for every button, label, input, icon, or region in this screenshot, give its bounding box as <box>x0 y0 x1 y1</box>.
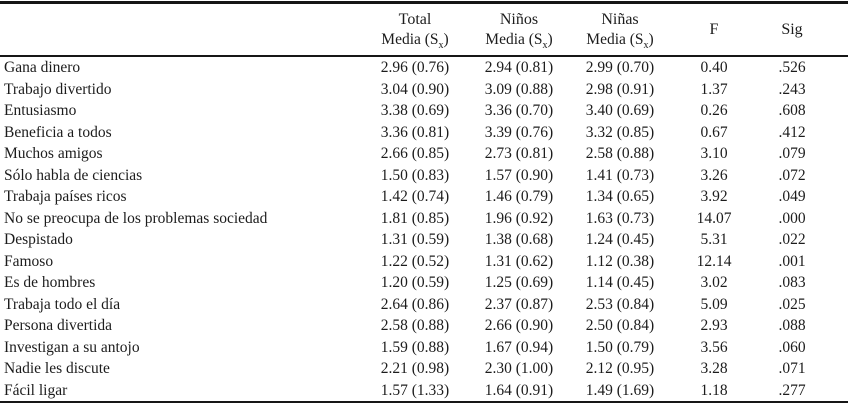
ninos-media-cell: 1.31 (0.62) <box>484 252 554 270</box>
row-label-cell: Trabajo divertido <box>4 80 112 98</box>
ninas-media-cell: 3.40 (0.69) <box>585 102 655 119</box>
total-media-cell: 1.50 (0.83) <box>380 166 450 184</box>
sig-value-cell: .001 <box>778 252 806 270</box>
f-value-cell: 12.14 <box>696 252 732 270</box>
column-header-sig: Sig <box>758 3 848 57</box>
f-value-cell: 14.07 <box>696 209 732 227</box>
row-label-cell: Trabaja países ricos <box>4 188 127 205</box>
f-value-cell: 1.37 <box>700 80 728 98</box>
table-row <box>0 165 848 187</box>
ninos-media-cell: 1.67 (0.94) <box>484 338 554 356</box>
total-media-cell: 1.57 (1.33) <box>380 381 450 399</box>
row-label-cell: Famoso <box>4 252 54 270</box>
table-row <box>0 143 848 165</box>
total-media-cell: 3.38 (0.69) <box>380 102 450 119</box>
table-row <box>0 294 848 316</box>
sig-value-cell: .088 <box>778 317 806 334</box>
media-label-prefix: Media (S <box>586 30 644 48</box>
table-row <box>0 380 848 403</box>
ninas-media-cell: 1.50 (0.79) <box>585 338 655 356</box>
sig-value-cell: .072 <box>778 166 806 184</box>
ninos-media-cell: 1.38 (0.68) <box>484 231 554 248</box>
sig-value-cell: .412 <box>778 123 806 141</box>
sig-value-cell: .608 <box>778 102 806 119</box>
row-label-header-cell <box>0 3 362 57</box>
media-label-subscript: x <box>542 39 548 51</box>
ninas-media-cell: 1.34 (0.65) <box>585 188 655 205</box>
total-media-cell: 1.59 (0.88) <box>380 338 450 356</box>
total-media-cell: 2.66 (0.85) <box>380 145 450 162</box>
row-label-cell: Entusiasmo <box>4 102 77 119</box>
row-label-cell: Beneficia a todos <box>4 123 112 141</box>
f-value-cell: 3.26 <box>700 166 728 184</box>
ninas-media-cell: 1.14 (0.45) <box>585 274 655 291</box>
total-media-cell: 3.04 (0.90) <box>380 80 450 98</box>
ninos-media-cell: 1.46 (0.79) <box>484 188 554 205</box>
sig-value-cell: .071 <box>778 360 806 377</box>
total-media-cell: 2.96 (0.76) <box>380 59 450 76</box>
total-media-cell: 2.21 (0.98) <box>380 360 450 377</box>
row-label-cell: Fácil ligar <box>4 381 68 399</box>
table-row <box>0 56 848 79</box>
column-subheader-total <box>362 30 468 49</box>
column-subheader-ninos <box>468 30 570 49</box>
ninos-media-cell: 1.96 (0.92) <box>484 209 554 227</box>
sig-value-cell: .025 <box>778 295 806 313</box>
ninas-media-cell: 3.32 (0.85) <box>585 123 655 141</box>
column-subheader-ninas <box>570 30 670 49</box>
sig-value-cell: .060 <box>778 338 806 356</box>
row-label-cell: Es de hombres <box>4 274 96 291</box>
ninas-media-cell: 1.12 (0.38) <box>585 252 655 270</box>
table-row <box>0 272 848 294</box>
column-title-ninos: Niños <box>499 10 539 28</box>
row-label-cell: Despistado <box>4 231 73 248</box>
ninos-media-cell: 1.57 (0.90) <box>484 166 554 184</box>
ninos-media-cell: 2.66 (0.90) <box>484 317 554 334</box>
statistics-table <box>0 1 848 403</box>
column-header-ninas <box>570 3 670 57</box>
table-row <box>0 208 848 230</box>
f-value-cell: 3.56 <box>700 338 728 356</box>
header-row <box>0 3 848 57</box>
ninos-media-cell: 2.73 (0.81) <box>484 145 554 162</box>
table-body <box>0 56 848 402</box>
ninos-media-cell: 3.36 (0.70) <box>484 102 554 119</box>
ninas-media-cell: 1.24 (0.45) <box>585 231 655 248</box>
ninos-media-cell: 2.37 (0.87) <box>484 295 554 313</box>
table-row <box>0 122 848 144</box>
media-label-prefix: Media (S <box>381 30 439 48</box>
ninos-media-cell: 3.09 (0.88) <box>484 80 554 98</box>
total-media-cell: 1.22 (0.52) <box>380 252 450 270</box>
ninas-media-cell: 2.99 (0.70) <box>585 59 655 76</box>
total-media-cell: 1.31 (0.59) <box>380 231 450 248</box>
f-value-cell: 1.18 <box>700 381 728 399</box>
f-value-cell: 3.28 <box>700 360 728 377</box>
column-header-ninos <box>468 3 570 57</box>
f-value-cell: 0.67 <box>700 123 728 141</box>
f-value-cell: 3.10 <box>700 145 728 162</box>
total-media-cell: 1.42 (0.74) <box>380 188 450 205</box>
row-label-cell: No se preocupa de los problemas sociedad <box>4 209 268 227</box>
row-label-cell: Trabaja todo el día <box>4 295 121 313</box>
media-label-suffix: ) <box>547 30 553 48</box>
row-label-cell: Sólo habla de ciencias <box>4 166 143 184</box>
f-value-cell: 3.02 <box>700 274 728 291</box>
sig-value-cell: .083 <box>778 274 806 291</box>
sig-value-cell: .243 <box>778 80 806 98</box>
table-row <box>0 186 848 208</box>
ninos-media-cell: 3.39 (0.76) <box>484 123 554 141</box>
media-label-suffix: ) <box>443 30 449 48</box>
table-row <box>0 229 848 251</box>
table-row <box>0 100 848 122</box>
column-title-total: Total <box>398 10 432 28</box>
ninas-media-cell: 2.12 (0.95) <box>585 360 655 377</box>
ninas-media-cell: 2.58 (0.88) <box>585 145 655 162</box>
column-title-ninas: Niñas <box>601 10 639 28</box>
f-value-cell: 0.26 <box>700 102 728 119</box>
f-value-cell: 5.31 <box>700 231 728 248</box>
media-label-subscript: x <box>643 39 649 51</box>
sig-value-cell: .049 <box>778 188 806 205</box>
row-label-cell: Investigan a su antojo <box>4 338 140 356</box>
total-media-cell: 3.36 (0.81) <box>380 123 450 141</box>
media-label-prefix: Media (S <box>485 30 543 48</box>
sig-value-cell: .526 <box>778 59 806 76</box>
ninas-media-cell: 2.98 (0.91) <box>585 80 655 98</box>
f-value-cell: 0.40 <box>700 59 728 76</box>
ninas-media-cell: 1.49 (1.69) <box>585 381 655 399</box>
ninos-media-cell: 2.94 (0.81) <box>484 59 554 76</box>
ninos-media-cell: 1.25 (0.69) <box>484 274 554 291</box>
ninos-media-cell: 2.30 (1.00) <box>484 360 554 377</box>
media-label-suffix: ) <box>648 30 654 48</box>
table-row <box>0 79 848 101</box>
column-header-f: F <box>670 3 758 57</box>
f-value-cell: 3.92 <box>700 188 728 205</box>
total-media-cell: 2.64 (0.86) <box>380 295 450 313</box>
sig-value-cell: .022 <box>778 231 806 248</box>
total-media-cell: 2.58 (0.88) <box>380 317 450 334</box>
row-label-cell: Persona divertida <box>4 317 113 334</box>
ninas-media-cell: 1.63 (0.73) <box>585 209 655 227</box>
ninos-media-cell: 1.64 (0.91) <box>484 381 554 399</box>
sig-value-cell: .277 <box>778 381 806 399</box>
ninas-media-cell: 1.41 (0.73) <box>585 166 655 184</box>
column-header-total <box>362 3 468 57</box>
table-row <box>0 358 848 380</box>
row-label-cell: Gana dinero <box>4 59 81 76</box>
table-row <box>0 251 848 273</box>
total-media-cell: 1.81 (0.85) <box>380 209 450 227</box>
row-label-cell: Muchos amigos <box>4 145 103 162</box>
table-row <box>0 337 848 359</box>
table-row <box>0 315 848 337</box>
row-label-cell: Nadie les discute <box>4 360 110 377</box>
ninas-media-cell: 2.50 (0.84) <box>585 317 655 334</box>
sig-value-cell: .000 <box>778 209 806 227</box>
media-label-subscript: x <box>438 39 444 51</box>
total-media-cell: 1.20 (0.59) <box>380 274 450 291</box>
ninas-media-cell: 2.53 (0.84) <box>585 295 655 313</box>
f-value-cell: 2.93 <box>700 317 728 334</box>
f-value-cell: 5.09 <box>700 295 728 313</box>
sig-value-cell: .079 <box>778 145 806 162</box>
